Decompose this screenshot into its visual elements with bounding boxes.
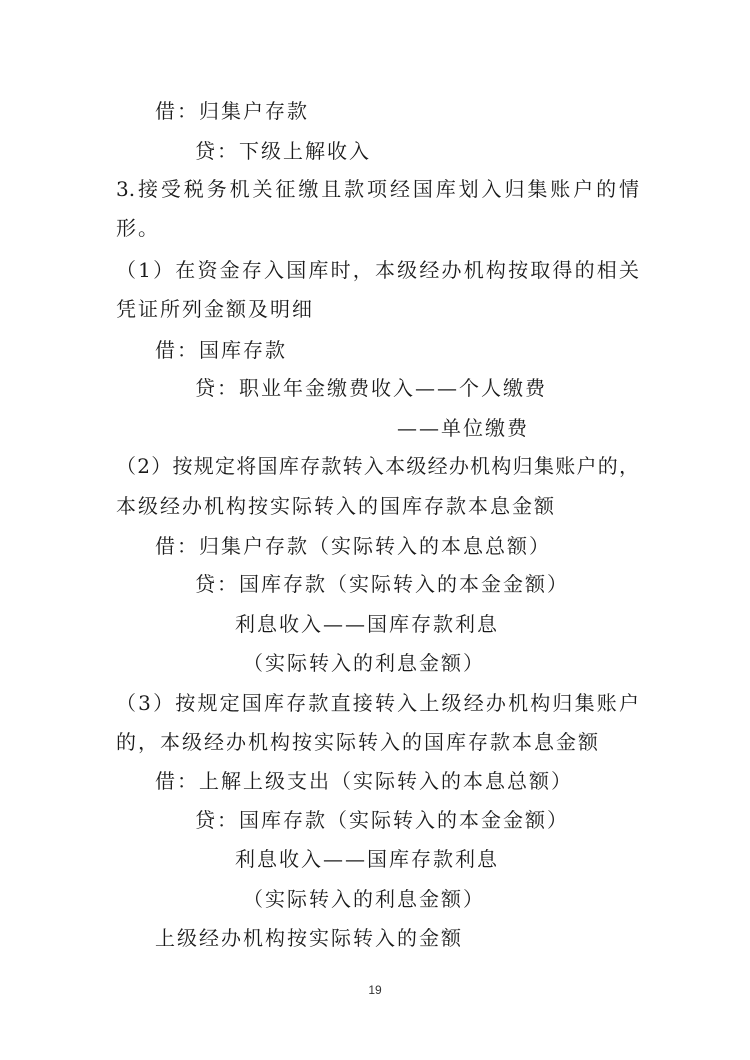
- entry-debit-treasury-deposit: 借：国库存款: [155, 338, 287, 362]
- entry-credit-interest-income: 利息收入——国库存款利息: [235, 612, 499, 636]
- entry-credit-treasury-principal-2: 贷：国库存款（实际转入的本金金额）: [195, 808, 569, 832]
- entry-debit-collection-total: 借：归集户存款（实际转入的本息总额）: [155, 534, 551, 558]
- paragraph-2-cont: 本级经办机构按实际转入的国库存款本息金额: [116, 494, 556, 518]
- paragraph-3: （3）按规定国库存款直接转入上级经办机构归集账户: [116, 691, 639, 715]
- paragraph-1-cont: 凭证所列金额及明细: [116, 297, 314, 321]
- paragraph-2: （2）按规定将国库存款转入本级经办机构归集账户的，: [116, 454, 639, 478]
- paragraph-3-cont: 的，本级经办机构按实际转入的国库存款本息金额: [116, 730, 600, 754]
- entry-credit-treasury-principal: 贷：国库存款（实际转入的本金金额）: [195, 572, 569, 596]
- section-heading-3-cont: 形。: [116, 216, 160, 240]
- paragraph-1: （1）在资金存入国库时，本级经办机构按取得的相关: [116, 258, 639, 282]
- entry-credit-interest-amount: （实际转入的利息金额）: [243, 651, 485, 675]
- section-heading-3: 3.接受税务机关征缴且款项经国库划入归集账户的情: [116, 177, 639, 201]
- entry-credit-subordinate-remittance: 贷：下级上解收入: [195, 139, 371, 163]
- page-number: 19: [368, 983, 382, 997]
- entry-debit-superior-remittance: 借：上解上级支出（实际转入的本息总额）: [155, 769, 573, 793]
- entry-credit-personal-contribution: 贷：职业年金缴费收入——个人缴费: [195, 376, 547, 400]
- entry-debit-collection-deposit: 借：归集户存款: [155, 99, 309, 123]
- entry-credit-unit-contribution: ——单位缴费: [397, 416, 529, 440]
- paragraph-superior-agency: 上级经办机构按实际转入的金额: [155, 926, 463, 950]
- entry-credit-interest-amount-2: （实际转入的利息金额）: [243, 887, 485, 911]
- entry-credit-interest-income-2: 利息收入——国库存款利息: [235, 847, 499, 871]
